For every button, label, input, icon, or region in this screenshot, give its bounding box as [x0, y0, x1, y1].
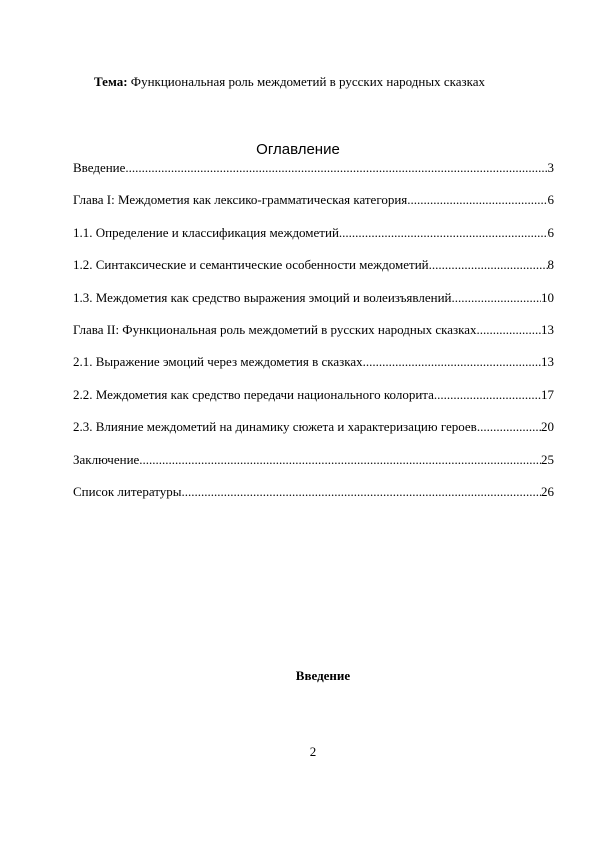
section-heading-introduction: Введение: [295, 668, 351, 683]
toc-entry-title: Глава II: Функциональная роль междометий в русских народных сказках: [73, 321, 477, 337]
toc-entry-title: 2.2. Междометия как средство передачи национального колорита: [73, 386, 434, 402]
dot-leader: [125, 160, 547, 176]
toc-entry-section-1-2[interactable]: [73, 257, 554, 289]
toc-entry-page: 17: [541, 386, 554, 402]
toc-entry-title: Глава I: Междометия как лексико-грамматическая категория: [73, 192, 408, 208]
toc-entry-chapter-1[interactable]: [73, 192, 554, 224]
toc-entry-page: 20: [541, 419, 554, 435]
toc-entry-conclusion[interactable]: [73, 452, 554, 484]
page-number: 2: [309, 744, 317, 759]
toc-entry-title: Введение: [73, 160, 126, 175]
dot-leader: [434, 387, 541, 403]
toc-entry-page: 6: [547, 192, 554, 208]
toc-entry-page: 13: [541, 321, 554, 337]
toc-entry-bibliography[interactable]: [73, 484, 554, 516]
dot-leader: [407, 192, 547, 208]
toc-entry-title: 2.3. Влияние междометий на динамику сюжета и характеризацию героев: [73, 419, 477, 435]
toc-entry-introduction[interactable]: [73, 160, 554, 192]
toc-entry-page: 26: [541, 483, 554, 499]
dot-leader: [477, 419, 541, 435]
toc-entry-title: Заключение: [73, 451, 140, 467]
dot-leader: [363, 354, 541, 370]
dot-leader: [477, 322, 541, 338]
dot-leader: [429, 257, 548, 273]
toc-entry-section-2-2[interactable]: [73, 387, 554, 419]
toc-entry-title: 1.3. Междометия как средство выражения эмоций и волеизъявлений: [73, 289, 452, 305]
toc-entry-title: 1.2. Синтаксические и семантические особенности междометий: [73, 257, 429, 273]
toc-entry-section-1-1[interactable]: [73, 225, 554, 257]
dot-leader: [182, 484, 542, 500]
dot-leader: [452, 290, 542, 306]
toc-entry-title: Список литературы: [73, 483, 182, 499]
toc-entry-title: 2.1. Выражение эмоций через междометия в сказках: [73, 354, 363, 370]
toc-entry-page: 8: [547, 257, 554, 273]
toc-entry-page: 10: [541, 289, 554, 305]
dot-leader: [339, 225, 548, 241]
toc-heading: Оглавление: [256, 141, 340, 158]
table-of-contents: [73, 160, 554, 516]
topic-label: Тема:: [94, 74, 128, 89]
topic-text: Функциональная роль междометий в русских народных сказках: [127, 74, 486, 89]
toc-entry-section-2-1[interactable]: [73, 354, 554, 386]
toc-entry-title: 1.1. Определение и классификация междометий: [73, 224, 339, 240]
toc-entry-section-2-3[interactable]: [73, 419, 554, 451]
toc-entry-page: 13: [541, 354, 554, 370]
toc-entry-page: 6: [547, 224, 554, 240]
topic-line: [94, 74, 485, 90]
toc-entry-chapter-2[interactable]: [73, 322, 554, 354]
toc-entry-page: 25: [541, 451, 554, 467]
toc-entry-page: 3: [547, 160, 554, 175]
dot-leader: [139, 452, 541, 468]
toc-entry-section-1-3[interactable]: [73, 290, 554, 322]
